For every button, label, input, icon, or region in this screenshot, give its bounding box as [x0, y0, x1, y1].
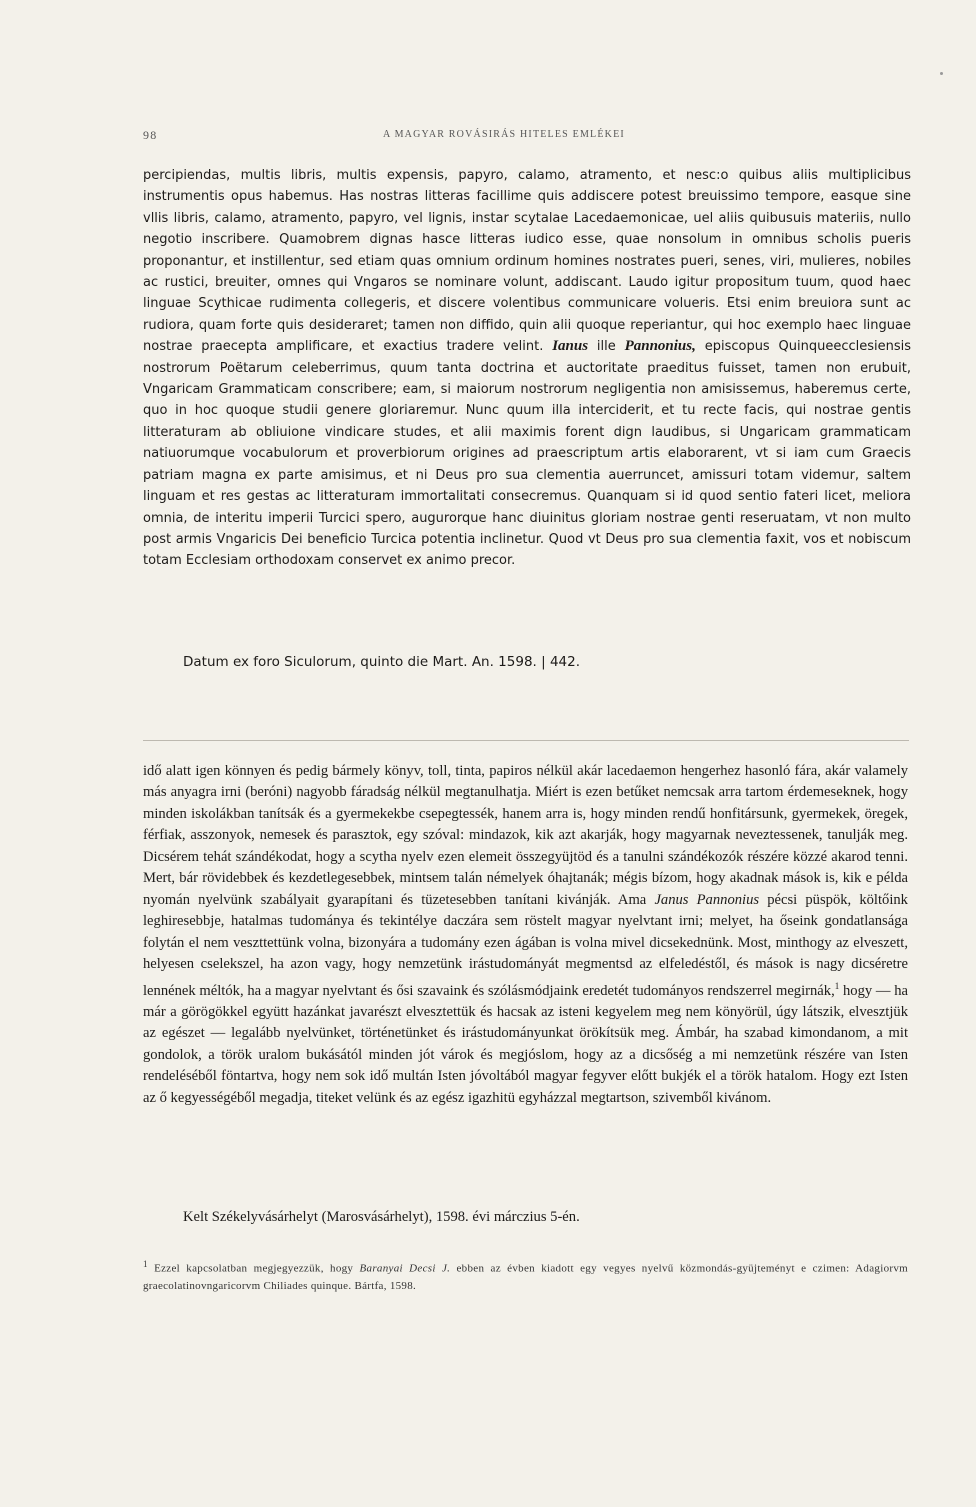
hungarian-part-2: pécsi püspök, költőink leghiresebbje, hatalmas tudománya és tekintélye daczára sem röstelt magyar nyelvtant irni; melyet, ha őseink gondatlansága folytán el nem veszttettünk volna, bizonyára a tudomány ezen ágában is volna mivel dicsekednünk. Most, minthogy az elveszett, helyesen cselekszel, ha azon vagy, hogy nemzetünk irástudományát megmentsd az elfeledéstől, és mások is nagy dicséretre lennének méltók, ha a magyar nyelvtant és ősi szavaink és szólásmódjaink eredetét tudományos rendszerrel megirnák,: [143, 891, 908, 999]
latin-text: [143, 165, 911, 572]
footnote-number: 1: [143, 1259, 148, 1269]
footnote-reference: 1: [834, 980, 840, 991]
running-header: [143, 128, 909, 144]
page-number: 98: [143, 128, 158, 142]
footnote-author: Baranyai Decsi J.: [359, 1262, 451, 1275]
datum-line: Datum ex foro Siculorum, quinto die Mart. An. 1598. | 442.: [183, 654, 581, 670]
name-ianus: Ianus: [552, 338, 589, 355]
hungarian-part-3: hogy — ha már a görögökkel együtt hazánkat javarészt elvesztettük és hacsak az isteni kegyelem meg nem könyörül, úgy látszik, elvesztjük az egészet — legalább nyelvünket, történetünket és irástudományunkat örökítsük meg. Ámbár, ha szabad kimondanom, a mit gondolok, a török uralom bukásától minden jót várok és megjóslom, hogy az a dicsőség a mi nemzetünk részére van Isten rendeléséből föntartva, hogy nem sok idő multán Isten jóvoltából magyar fegyver előtt bukjék el a török hatalom. Hogy ezt Isten az ő kegyességéből megadja, titeket velünk és az egész igazhitü egyházzal megtartson, szivemből kivánom.: [143, 982, 908, 1106]
hungarian-translation: [143, 761, 908, 1109]
latin-text-part-2: episcopus Quinqueecclesiensis nostrorum Poëtarum celeberrimus, quum tanta doctrina et auctoritate praeditus fuisset, tamen non erubuit, Vngaricam Grammaticam conscribere; eam, si maiorum nostrorum negligentia non amisissemus, haberemus certe, quo in hoc quoque studii genere gloriaremur. Nunc quum illa interciderit, et tu recte facis, qui nostrae gentis litteraturam ab obliuione vindicare studes, et alii maximis forent dign laudibus, si Ungaricam grammaticam natiuorumque vocabulorum et proverbiorum origines ad praescriptum artis elaborarent, vt si iam cum Graecis patriam magna ex parte amisimus, et ni Deus pro sua clementia auerruncet, amissuri totam videmur, saltem linguam et res gestas ac litteraturam immortalitati consecremus. Quanquam si id quod sentio fateri licet, meliora omnia, de interitu imperii Turcici spero, augurorque hanc diuinitus gloriam nostrae genti reseruatam, vt non multo post armis Vngaricis Dei beneficio Turcica potentia inclinetur. Quod vt Deus pro sua clementia faxit, vos et nobiscum totam Ecclesiam orthodoxam conservet ex animo precor.: [143, 339, 912, 569]
footnote-text-a: Ezzel kapcsolatban megjegyezzük, hogy: [154, 1262, 354, 1275]
kelt-line: Kelt Székelyvásárhelyt (Marosvásárhelyt), 1598. évi márczius 5-én.: [183, 1209, 580, 1225]
name-janus-pannonius: Janus Pannonius: [654, 891, 760, 908]
footnote: [143, 1256, 908, 1295]
latin-ille: ille: [596, 339, 616, 355]
running-title: A MAGYAR ROVÁSIRÁS HITELES EMLÉKEI: [383, 129, 625, 140]
section-divider: [143, 740, 909, 741]
latin-text-part-1: percipiendas, multis libris, multis expensis, papyro, calamo, atramento, et nesc:o quibus aliis multiplicibus instrumentis opus habemus. Has nostras litteras facillime quis addiscere potest breuissimo tempore, easque sine vllis libris, calamo, atramento, papyro, vel lignis, instar scytalae Lacedaemonicae, uel aliis quibusuis materiis, nullo negotio inscribere. Quamobrem dignas hasce litteras iudico esse, quae nonsolum in omnibus scholis pueris proponantur, et instillentur, sed etiam quas omnium ordinum homines nostrates pueri, senes, viri, mulieres, nobiles ac rustici, breuiter, omnes qui Vngaros se nominare volunt, addiscant. Laudo igitur propositum tuum, quod haec linguae Scythicae rudimenta collegeris, et discere volentibus communicare volueris. Etsi enim breuiora sunt ac rudiora, quam forte quis desideraret; tamen non diffido, quin alii quoque reperiantur, qui hoc exemplo haec linguae nostrae praecepta amplificare, et exactius tradere velint.: [143, 168, 911, 355]
scan-speck: [940, 72, 943, 75]
name-pannonius: Pannonius,: [624, 338, 696, 355]
hungarian-part-1: idő alatt igen könnyen és pedig bármely könyv, toll, tinta, papiros nélkül akár lacedaemon hengerhez hasonló fára, akár valamely más anyagra irni (beróni) nagyobb fáradság nélkül megtanulhatja. Miért is ezen betűket nemcsak arra tartom érdemeseknek, hogy minden iskolákban tanítsák és a gyermekekbe csepegtessék, hanem arra is, hogy minden rendű honfitársunk, gyermekek, öregek, férfiak, asszonyok, nemesek és parasztok, egy szóval: mindazok, kik azt akarják, hogy magyarnak neveztessenek, tanulják meg. Dicsérem tehát szándékodat, hogy a scytha nyelv ezen elemeit összegyüjtöd és a tanulni szándékozók részére közzé akarod tenni. Mert, bár rövidebbek és kezdetlegesebbek, mintsem talán némelyek óhajtanák; mégis bízom, hogy akadnak mások is, kik e példa nyomán nyelvünk szabályait gyarapítani és tüzetesebben tanítani kivánják. Ama: [143, 763, 908, 908]
footnote-text-b: ebben az évben kiadott egy vegyes nyelvű közmondás-gyüjteményt e czimen: Adagiorvm graecolatinovngaricorvm Chiliades quinque. Bártfa, 1598.: [143, 1262, 908, 1292]
